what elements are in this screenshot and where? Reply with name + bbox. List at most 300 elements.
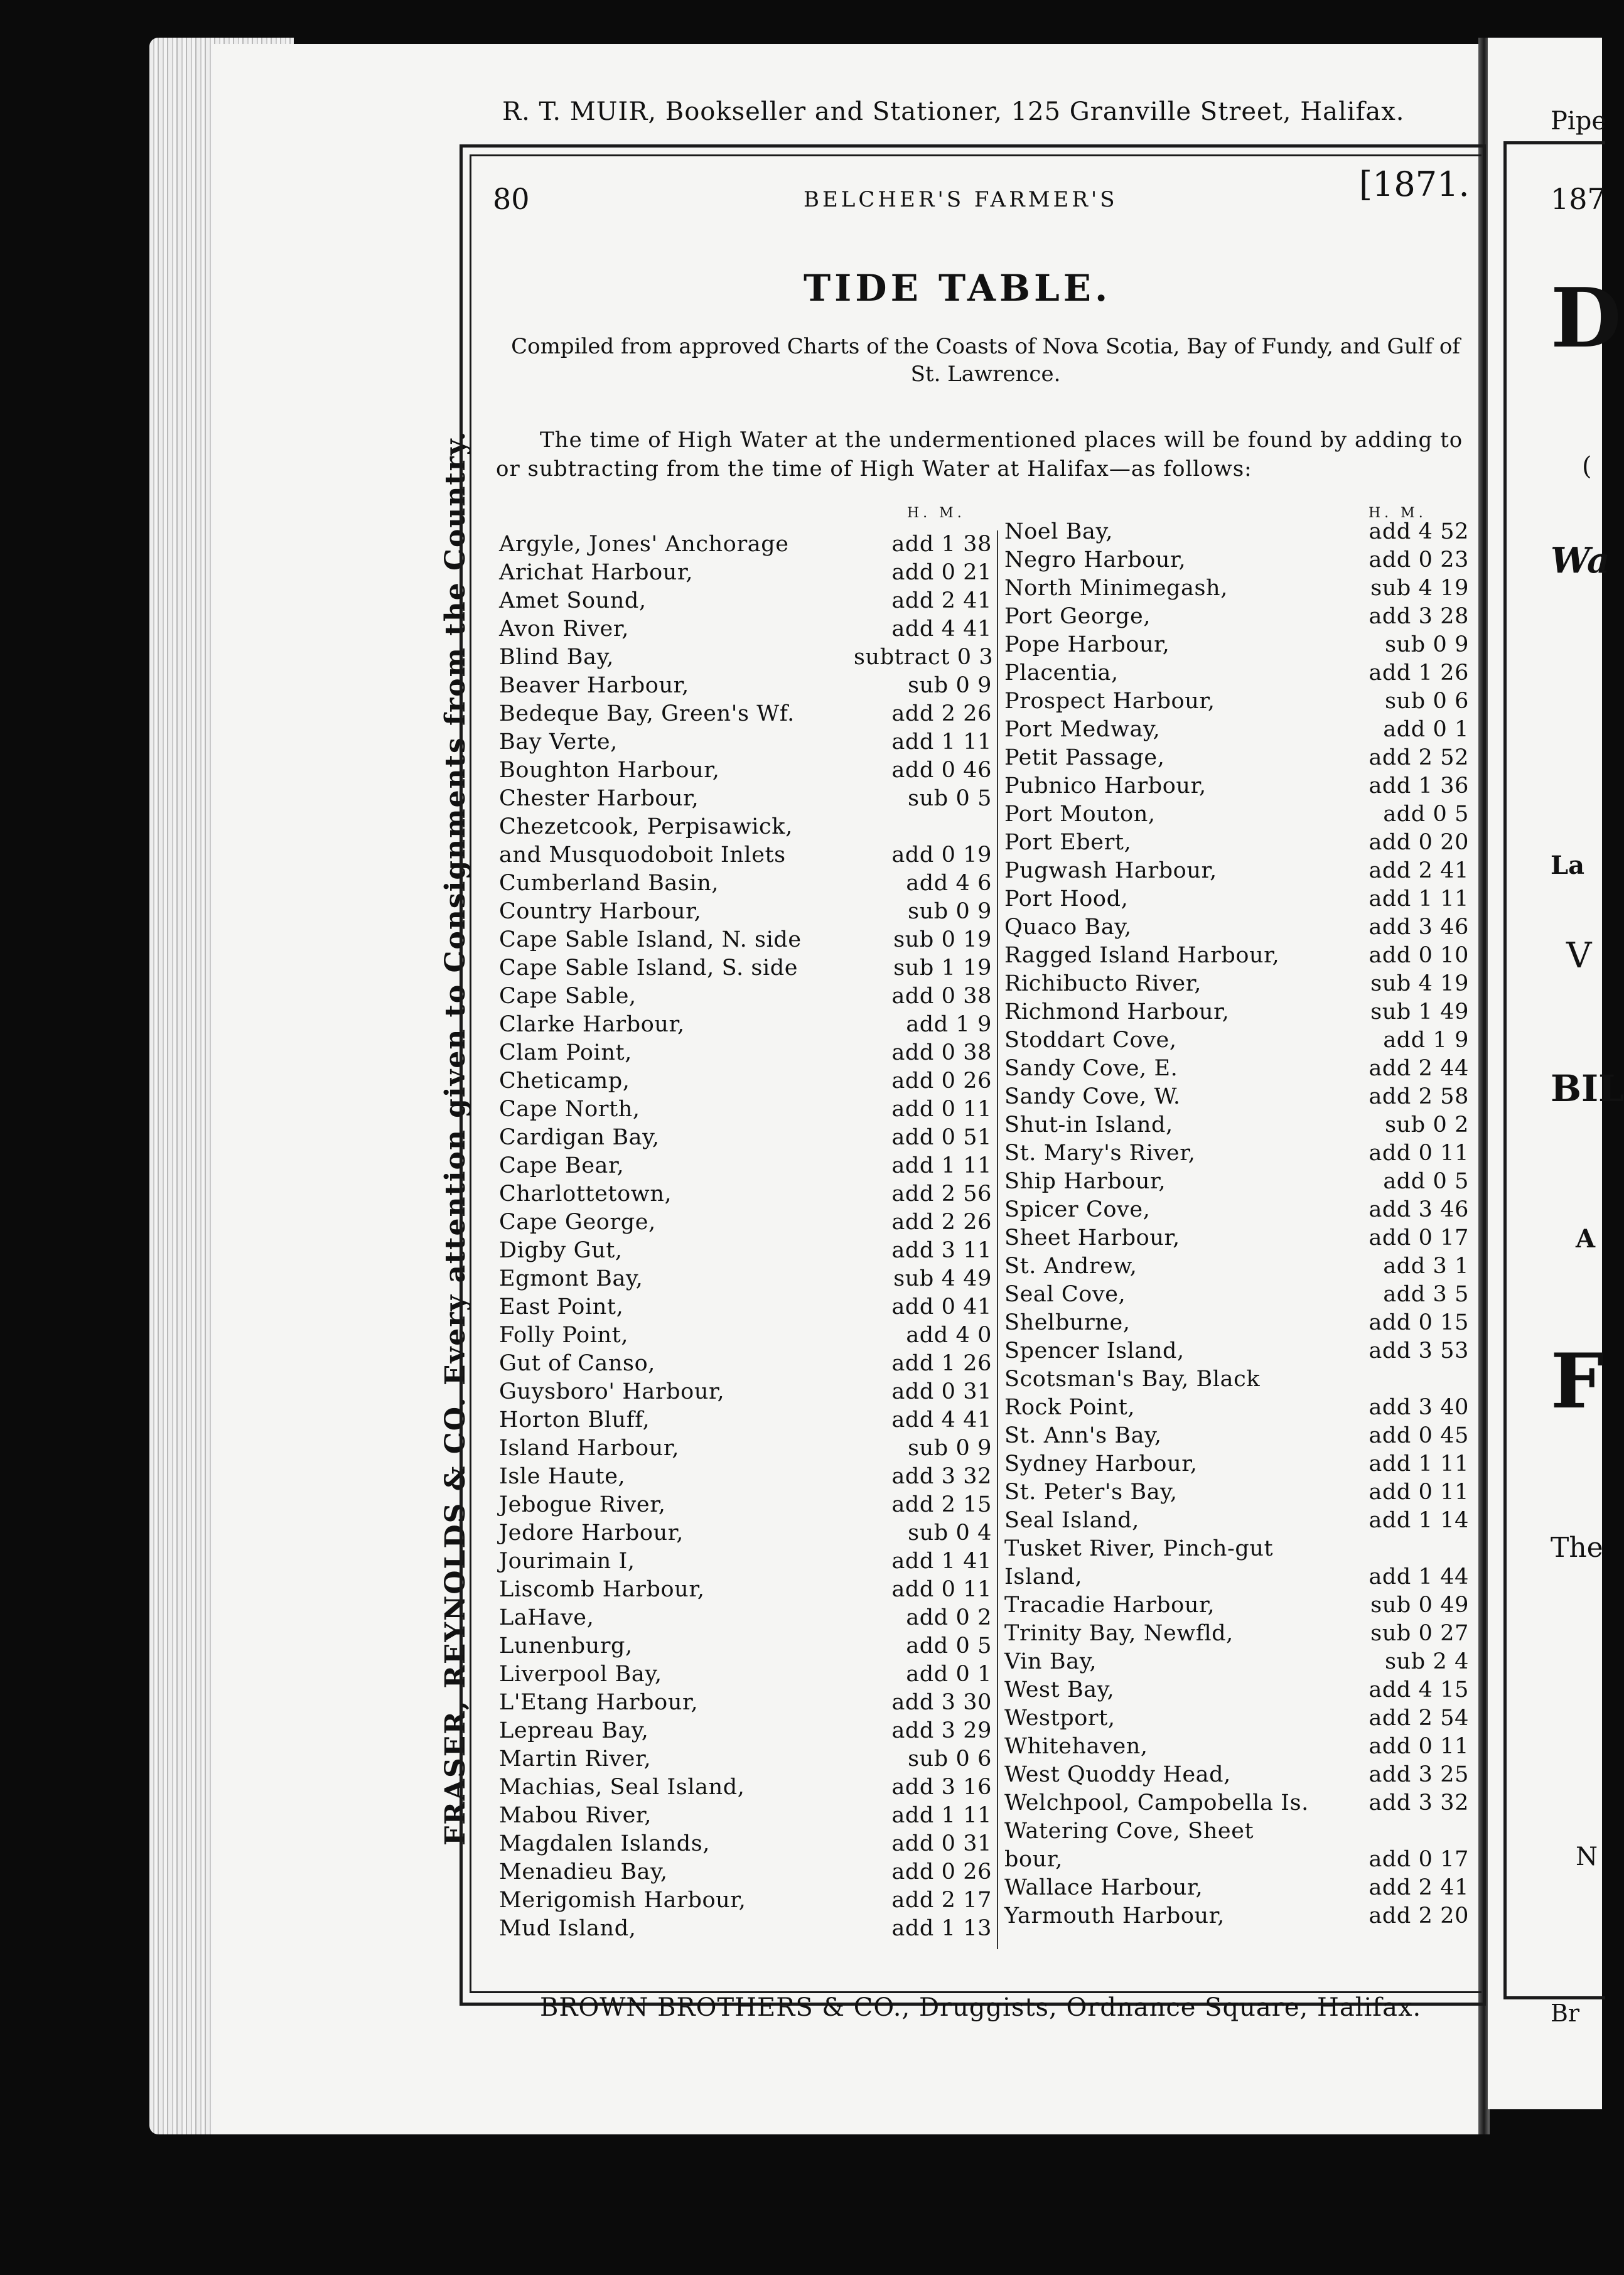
tide-entry [1004,603,1469,631]
place-name: Richmond Harbour, [1004,999,1230,1025]
place-name: Guysboro' Harbour, [499,1379,725,1404]
tide-entry [1004,800,1469,829]
place-name: Argyle, Jones' Anchorage [499,532,789,557]
place-name: Jebogue River, [499,1492,666,1517]
place-name: Port George, [1004,604,1151,629]
time-adjustment: add 0 38 [891,984,992,1009]
table-title: TIDE TABLE. [804,267,1112,309]
time-adjustment: add 0 51 [891,1125,992,1150]
place-name: Chester Harbour, [499,786,699,811]
place-name: Welchpool, Campobella Is. [1004,1790,1309,1815]
time-adjustment: add 3 16 [891,1775,992,1800]
tide-entry [499,1689,992,1717]
place-name: Pope Harbour, [1004,632,1170,657]
place-name: Rock Point, [1004,1395,1136,1420]
tide-entry [1004,1111,1469,1139]
tide-entry [1004,1055,1469,1083]
time-adjustment: add 2 54 [1369,1706,1469,1731]
tide-entry [499,1519,992,1547]
place-name: Wallace Harbour, [1004,1875,1203,1900]
tide-entry [1004,829,1469,857]
place-name: Cape Bear, [499,1153,625,1178]
tide-entry [1004,1337,1469,1365]
place-name: St. Ann's Bay, [1004,1423,1162,1448]
tide-entry [1004,1026,1469,1055]
tide-entry [1004,913,1469,942]
tide-entry [1004,716,1469,744]
place-name: Port Mouton, [1004,802,1156,827]
side-advertisement: FRASER, REYNOLDS & CO. Every attention given to Consignments from the Country. [439,430,471,1846]
tide-entry [1004,546,1469,574]
time-adjustment: add 2 15 [891,1492,992,1517]
place-name: Bedeque Bay, Green's Wf. [499,701,795,726]
facing-fragment: BIL [1551,1067,1624,1110]
tide-entry [1004,1648,1469,1676]
facing-fragment: Br [1551,1999,1580,2027]
place-name: Folly Point, [499,1323,629,1348]
place-name: St. Andrew, [1004,1254,1137,1279]
tide-entry [1004,631,1469,659]
time-adjustment: add 0 23 [1369,547,1469,573]
tide-entry [499,1208,992,1237]
time-adjustment: sub 2 4 [1385,1649,1469,1674]
time-adjustment: sub 4 19 [1370,576,1469,601]
place-name: Liverpool Bay, [499,1662,662,1687]
tide-entry [499,530,992,559]
tide-entry [1004,1168,1469,1196]
time-adjustment: sub 4 19 [1370,971,1469,996]
place-name: Cape Sable, [499,984,637,1009]
top-advertisement: R. T. MUIR, Bookseller and Stationer, 125 Granville Street, Halifax. [502,97,1405,126]
time-adjustment: sub 0 9 [908,673,992,698]
place-name: Ship Harbour, [1004,1169,1166,1194]
place-name: L'Etang Harbour, [499,1690,699,1715]
tide-entry [1004,1281,1469,1309]
time-adjustment: add 1 11 [891,1153,992,1178]
time-adjustment: add 2 26 [891,1210,992,1235]
place-name: Arichat Harbour, [499,560,694,585]
place-name: Martin River, [499,1746,652,1772]
time-adjustment: add 4 41 [891,1407,992,1433]
time-adjustment: add 3 28 [1369,604,1469,629]
place-name: West Bay, [1004,1677,1115,1702]
tide-entry [499,1321,992,1350]
place-name: Island Harbour, [499,1436,680,1461]
time-adjustment: add 2 52 [1369,745,1469,770]
tide-entry [499,1293,992,1321]
place-name: Ragged Island Harbour, [1004,943,1280,968]
tide-entry [499,1802,992,1830]
time-adjustment: add 0 31 [891,1379,992,1404]
time-adjustment: add 0 41 [891,1294,992,1320]
time-adjustment: add 1 38 [891,532,992,557]
hm-label-left: H. M. [907,505,965,521]
time-adjustment: add 0 26 [891,1859,992,1885]
tide-entry [1004,1535,1469,1563]
place-name: Cape George, [499,1210,656,1235]
tide-entry [1004,970,1469,998]
tide-entry [1004,1394,1469,1422]
tide-entry [1004,1252,1469,1281]
place-name: Port Ebert, [1004,830,1132,855]
place-name: Pugwash Harbour, [1004,858,1217,883]
place-name: Scotsman's Bay, Black [1004,1367,1261,1392]
place-name: Lepreau Bay, [499,1718,649,1743]
time-adjustment: add 0 20 [1369,830,1469,855]
tide-entry [1004,1422,1469,1450]
tide-entry [499,1830,992,1858]
time-adjustment: add 0 10 [1369,943,1469,968]
time-adjustment: add 2 26 [891,701,992,726]
time-adjustment: add 2 44 [1369,1056,1469,1081]
place-name: Yarmouth Harbour, [1004,1903,1225,1928]
tide-entry [1004,1874,1469,1902]
place-name: Tracadie Harbour, [1004,1593,1215,1618]
time-adjustment: add 1 36 [1369,773,1469,799]
time-adjustment: add 0 26 [891,1068,992,1094]
place-name: Spicer Cove, [1004,1197,1151,1222]
time-adjustment: sub 1 19 [893,955,992,981]
time-adjustment: add 0 38 [891,1040,992,1065]
tide-entry [499,1745,992,1773]
time-adjustment: add 0 31 [891,1831,992,1856]
tide-entry [499,1660,992,1689]
facing-fragment: ( [1582,452,1592,481]
place-name: Cumberland Basin, [499,871,719,896]
tide-entry [1004,1450,1469,1478]
time-adjustment: sub 1 49 [1370,999,1469,1025]
time-adjustment: add 4 41 [891,616,992,642]
tide-entry [499,1915,992,1943]
tide-entry [1004,659,1469,687]
tide-entry [499,700,992,728]
place-name: Westport, [1004,1706,1116,1731]
tide-entry [1004,1478,1469,1507]
time-adjustment: add 1 13 [891,1916,992,1941]
tide-entry [499,1378,992,1406]
tide-entry [499,1350,992,1378]
place-name: Port Hood, [1004,886,1129,912]
tide-entry [1004,942,1469,970]
time-adjustment: add 1 9 [906,1012,992,1037]
time-adjustment: add 0 45 [1369,1423,1469,1448]
time-adjustment: add 1 26 [1369,660,1469,686]
tide-entry [499,1406,992,1434]
tide-entry [1004,1846,1469,1874]
place-name: North Minimegash, [1004,576,1228,601]
time-adjustment: add 1 26 [891,1351,992,1376]
tide-entry [1004,1196,1469,1224]
place-name: Jourimain I, [499,1549,635,1574]
time-adjustment: add 1 11 [1369,886,1469,912]
tide-entry [499,1604,992,1632]
place-name: Charlottetown, [499,1181,672,1207]
time-adjustment: add 1 9 [1383,1028,1469,1053]
time-adjustment: add 3 30 [891,1690,992,1715]
time-adjustment: add 3 1 [1383,1254,1469,1279]
tide-entry [1004,1591,1469,1620]
tide-entry [1004,1733,1469,1761]
facing-fragment: Pipe [1551,107,1606,136]
tide-entry [1004,1676,1469,1704]
tide-entry [1004,518,1469,546]
table-intro: The time of High Water at the undermentioned places will be found by adding to or subtracting from the time of High Water at Halifax—as follows: [496,428,1463,481]
tide-entry [1004,1507,1469,1535]
tide-entry [1004,1365,1469,1394]
place-name: Magdalen Islands, [499,1831,711,1856]
place-name: Sydney Harbour, [1004,1451,1198,1476]
place-name: Merigomish Harbour, [499,1888,746,1913]
time-adjustment: sub 4 49 [893,1266,992,1291]
time-adjustment: add 0 17 [1369,1847,1469,1872]
time-adjustment: add 0 19 [891,842,992,868]
facing-fragment: La [1551,851,1585,880]
tide-entry [499,1463,992,1491]
time-adjustment: add 2 41 [891,588,992,613]
hm-label-right: H. M. [1369,505,1427,521]
tide-entry [1004,1902,1469,1930]
tide-entry [499,841,992,869]
time-adjustment: add 1 44 [1369,1564,1469,1589]
place-name: Menadieu Bay, [499,1859,668,1885]
place-name: Lunenburg, [499,1633,633,1659]
time-adjustment: add 2 20 [1369,1903,1469,1928]
place-name: Seal Cove, [1004,1282,1126,1307]
place-name: Sheet Harbour, [1004,1225,1180,1250]
place-name: Prospect Harbour, [1004,689,1215,714]
time-adjustment: sub 0 27 [1370,1621,1469,1646]
tide-entry [1004,1563,1469,1591]
time-adjustment: add 3 11 [891,1238,992,1263]
tide-entry [1004,1789,1469,1817]
tide-entry [499,1067,992,1095]
tide-entry [1004,857,1469,885]
time-adjustment: add 0 11 [891,1577,992,1602]
time-adjustment: add 3 53 [1369,1338,1469,1363]
place-name: Jedore Harbour, [499,1520,684,1546]
time-adjustment: add 3 32 [891,1464,992,1489]
tide-entry [1004,1817,1469,1846]
tide-entry [499,1434,992,1463]
place-name: East Point, [499,1294,624,1320]
place-name: Trinity Bay, Newfld, [1004,1621,1234,1646]
time-adjustment: add 3 40 [1369,1395,1469,1420]
place-name: Petit Passage, [1004,745,1165,770]
place-name: Seal Island, [1004,1508,1139,1533]
tide-entry [499,643,992,672]
tide-entry [499,1152,992,1180]
time-adjustment: sub 0 4 [908,1520,992,1546]
place-name: West Quoddy Head, [1004,1762,1231,1787]
tide-entry [499,1632,992,1660]
tide-entry [499,982,992,1011]
tide-entry [499,1039,992,1067]
place-name: Noel Bay, [1004,519,1113,544]
time-adjustment: add 0 46 [891,758,992,783]
tide-entry [499,1180,992,1208]
facing-fragment: Wa [1551,540,1610,581]
tide-entry [1004,1761,1469,1789]
place-name: and Musquodoboit Inlets [499,842,786,868]
time-adjustment: add 1 11 [891,1803,992,1828]
time-adjustment: subtract 0 3 [854,645,994,670]
place-name: Clarke Harbour, [499,1012,685,1037]
time-adjustment: add 0 2 [906,1605,992,1630]
tide-entry [1004,1704,1469,1733]
tide-entry [1004,574,1469,603]
place-name: Quaco Bay, [1004,915,1132,940]
time-adjustment: add 2 58 [1369,1084,1469,1109]
tide-entry [499,615,992,643]
tide-entry [499,1886,992,1915]
place-name: Boughton Harbour, [499,758,720,783]
time-adjustment: add 2 41 [1369,1875,1469,1900]
time-adjustment: add 3 46 [1369,1197,1469,1222]
tide-list-right [1004,518,1469,1930]
time-adjustment: add 0 11 [1369,1141,1469,1166]
time-adjustment: add 3 32 [1369,1790,1469,1815]
tide-entry [499,756,992,785]
time-adjustment: add 4 0 [906,1323,992,1348]
time-adjustment: add 0 17 [1369,1225,1469,1250]
facing-fragment: N [1576,1842,1598,1871]
tide-entry [499,869,992,898]
bottom-advertisement: BROWN BROTHERS & CO., Druggists, Ordnance Square, Halifax. [540,1993,1422,2022]
table-subtitle: Compiled from approved Charts of the Coasts of Nova Scotia, Bay of Fundy, and Gulf of St. Lawrence. [511,334,1460,387]
tide-entry [499,1717,992,1745]
tide-entry [499,559,992,587]
time-adjustment: add 0 1 [1383,717,1469,742]
tide-entry [499,1237,992,1265]
time-adjustment: add 4 6 [906,871,992,896]
tide-entry [499,1265,992,1293]
tide-entry [1004,885,1469,913]
tide-entry [499,898,992,926]
place-name: Avon River, [499,616,630,642]
tide-entry [499,926,992,954]
place-name: Cheticamp, [499,1068,630,1094]
place-name: Egmont Bay, [499,1266,643,1291]
place-name: Spencer Island, [1004,1338,1185,1363]
tide-entry [1004,1309,1469,1337]
facing-fragment: A [1576,1224,1596,1254]
place-name: Horton Bluff, [499,1407,650,1433]
place-name: Beaver Harbour, [499,673,689,698]
tide-entry [1004,1224,1469,1252]
place-name: Negro Harbour, [1004,547,1186,573]
tide-entry [499,1011,992,1039]
place-name: Sandy Cove, E. [1004,1056,1178,1081]
time-adjustment: add 3 5 [1383,1282,1469,1307]
time-adjustment: add 4 52 [1369,519,1469,544]
tide-entry [1004,1620,1469,1648]
tide-entry [499,1095,992,1124]
tide-entry [1004,687,1469,716]
place-name: Placentia, [1004,660,1119,686]
time-adjustment: add 3 46 [1369,915,1469,940]
time-adjustment: add 0 15 [1369,1310,1469,1335]
time-adjustment: add 0 5 [1383,1169,1469,1194]
page-number: 80 [493,182,530,216]
time-adjustment: add 1 14 [1369,1508,1469,1533]
place-name: Digby Gut, [499,1238,623,1263]
time-adjustment: sub 0 19 [893,927,992,952]
running-title: BELCHER'S FARMER'S [804,187,1118,212]
time-adjustment: add 1 11 [891,729,992,755]
time-adjustment: add 0 11 [891,1097,992,1122]
tide-entry [1004,744,1469,772]
place-name: Pubnico Harbour, [1004,773,1207,799]
facing-fragment: D [1551,270,1621,366]
tide-entry [499,1547,992,1576]
tide-entry [1004,1083,1469,1111]
time-adjustment: add 0 1 [906,1662,992,1687]
place-name: Cape Sable Island, S. side [499,955,799,981]
time-adjustment: add 4 15 [1369,1677,1469,1702]
tide-entry [499,1576,992,1604]
place-name: Vin Bay, [1004,1649,1097,1674]
time-adjustment: sub 0 9 [908,1436,992,1461]
place-name: Cape North, [499,1097,640,1122]
place-name: Watering Cove, Sheet [1004,1819,1254,1844]
year-label: [1871. [1359,164,1470,204]
tide-entry [499,1491,992,1519]
time-adjustment: add 3 29 [891,1718,992,1743]
time-adjustment: add 0 5 [906,1633,992,1659]
time-adjustment: add 0 11 [1369,1734,1469,1759]
facing-fragment: V [1566,935,1592,976]
time-adjustment: add 2 56 [891,1181,992,1207]
tide-list-left [499,530,992,1943]
place-name: Whitehaven, [1004,1734,1148,1759]
time-adjustment: add 1 11 [1369,1451,1469,1476]
place-name: Island, [1004,1564,1083,1589]
tide-entry [499,587,992,615]
tide-entry [1004,772,1469,800]
tide-entry [1004,1139,1469,1168]
place-name: Chezetcook, Perpisawick, [499,814,793,839]
place-name: Isle Haute, [499,1464,626,1489]
place-name: Mabou River, [499,1803,652,1828]
tide-entry [499,728,992,756]
tide-entry [1004,998,1469,1026]
time-adjustment: sub 0 9 [908,899,992,924]
place-name: Stoddart Cove, [1004,1028,1177,1053]
place-name: LaHave, [499,1605,594,1630]
time-adjustment: add 0 11 [1369,1480,1469,1505]
column-divider [997,530,998,1949]
time-adjustment: sub 0 9 [1385,632,1469,657]
time-adjustment: add 2 17 [891,1888,992,1913]
time-adjustment: sub 0 2 [1385,1112,1469,1138]
facing-fragment: 187 [1551,182,1606,216]
time-adjustment: add 1 41 [891,1549,992,1574]
time-adjustment: sub 0 5 [908,786,992,811]
place-name: Cape Sable Island, N. side [499,927,802,952]
tide-entry [499,672,992,700]
place-name: Shelburne, [1004,1310,1131,1335]
time-adjustment: sub 0 6 [1385,689,1469,714]
place-name: Mud Island, [499,1916,637,1941]
tide-entry [499,785,992,813]
time-adjustment: add 2 41 [1369,858,1469,883]
place-name: Liscomb Harbour, [499,1577,705,1602]
place-name: Bay Verte, [499,729,618,755]
place-name: Tusket River, Pinch-gut [1004,1536,1274,1561]
tide-entry [499,954,992,982]
tide-entry [499,1773,992,1802]
time-adjustment: sub 0 6 [908,1746,992,1772]
